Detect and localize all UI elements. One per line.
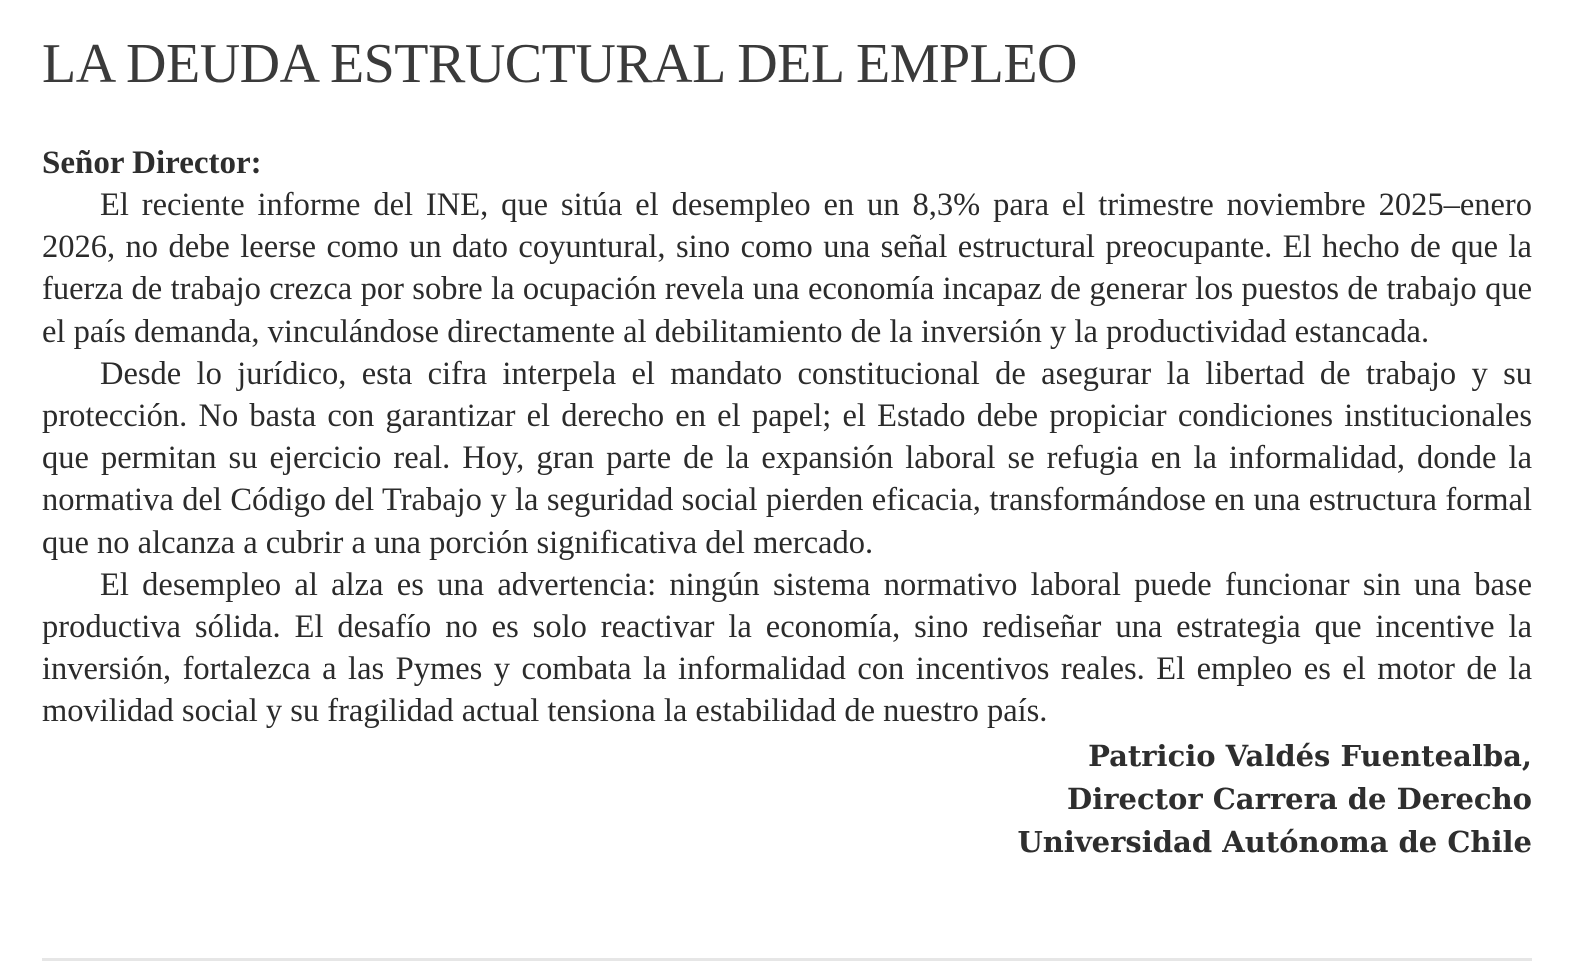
paragraph-3: El desempleo al alza es una advertencia: ningún sistema normativo laboral puede funcionar sin una base productiva sólida. El desafío no es solo reactivar la economía, sino rediseñar una estrategia que incentive la inversión, fortalezca a las Pymes y combata la informalidad con incentivos reales. El empleo es el motor de la movilidad social y su fragilidad actual tensiona la estabilidad de nuestro país. [42, 566, 1532, 730]
paragraph-1: El reciente informe del INE, que sitúa el desempleo en un 8,3% para el trimestre noviembre 2025–enero 2026, no debe leerse como un dato coyuntural, sino como una señal estructural preocupante. El hecho de que la fuerza de trabajo crezca por sobre la ocupación revela una economía incapaz de generar los puestos de trabajo que el país demanda, vinculándose directamente al debilitamiento de la inversión y la productividad estancada. [42, 187, 1532, 350]
author-name: Patricio Valdés Fuentealba, [1088, 738, 1532, 773]
letter [42, 30, 1532, 864]
headline: LA DEUDA ESTRUCTURAL DEL EMPLEO [42, 33, 1077, 95]
signature-block [42, 735, 1532, 864]
author-institution: Universidad Autónoma de Chile [1017, 824, 1532, 859]
salutation: Señor Director: [42, 145, 262, 181]
author-title: Director Carrera de Derecho [1067, 781, 1532, 816]
paragraph-2: Desde lo jurídico, esta cifra interpela el mandato constitucional de asegurar la libertad de trabajo y su protección. No basta con garantizar el derecho en el papel; el Estado debe propiciar condiciones institucionales que permitan su ejercicio real. Hoy, gran parte de la expansión laboral se refugia en la informalidad, donde la normativa del Código del Trabajo y la seguridad social pierden eficacia, transformándose en una estructura formal que no alcanza a cubrir a una porción significativa del mercado. [42, 355, 1532, 561]
bottom-divider [42, 958, 1532, 961]
